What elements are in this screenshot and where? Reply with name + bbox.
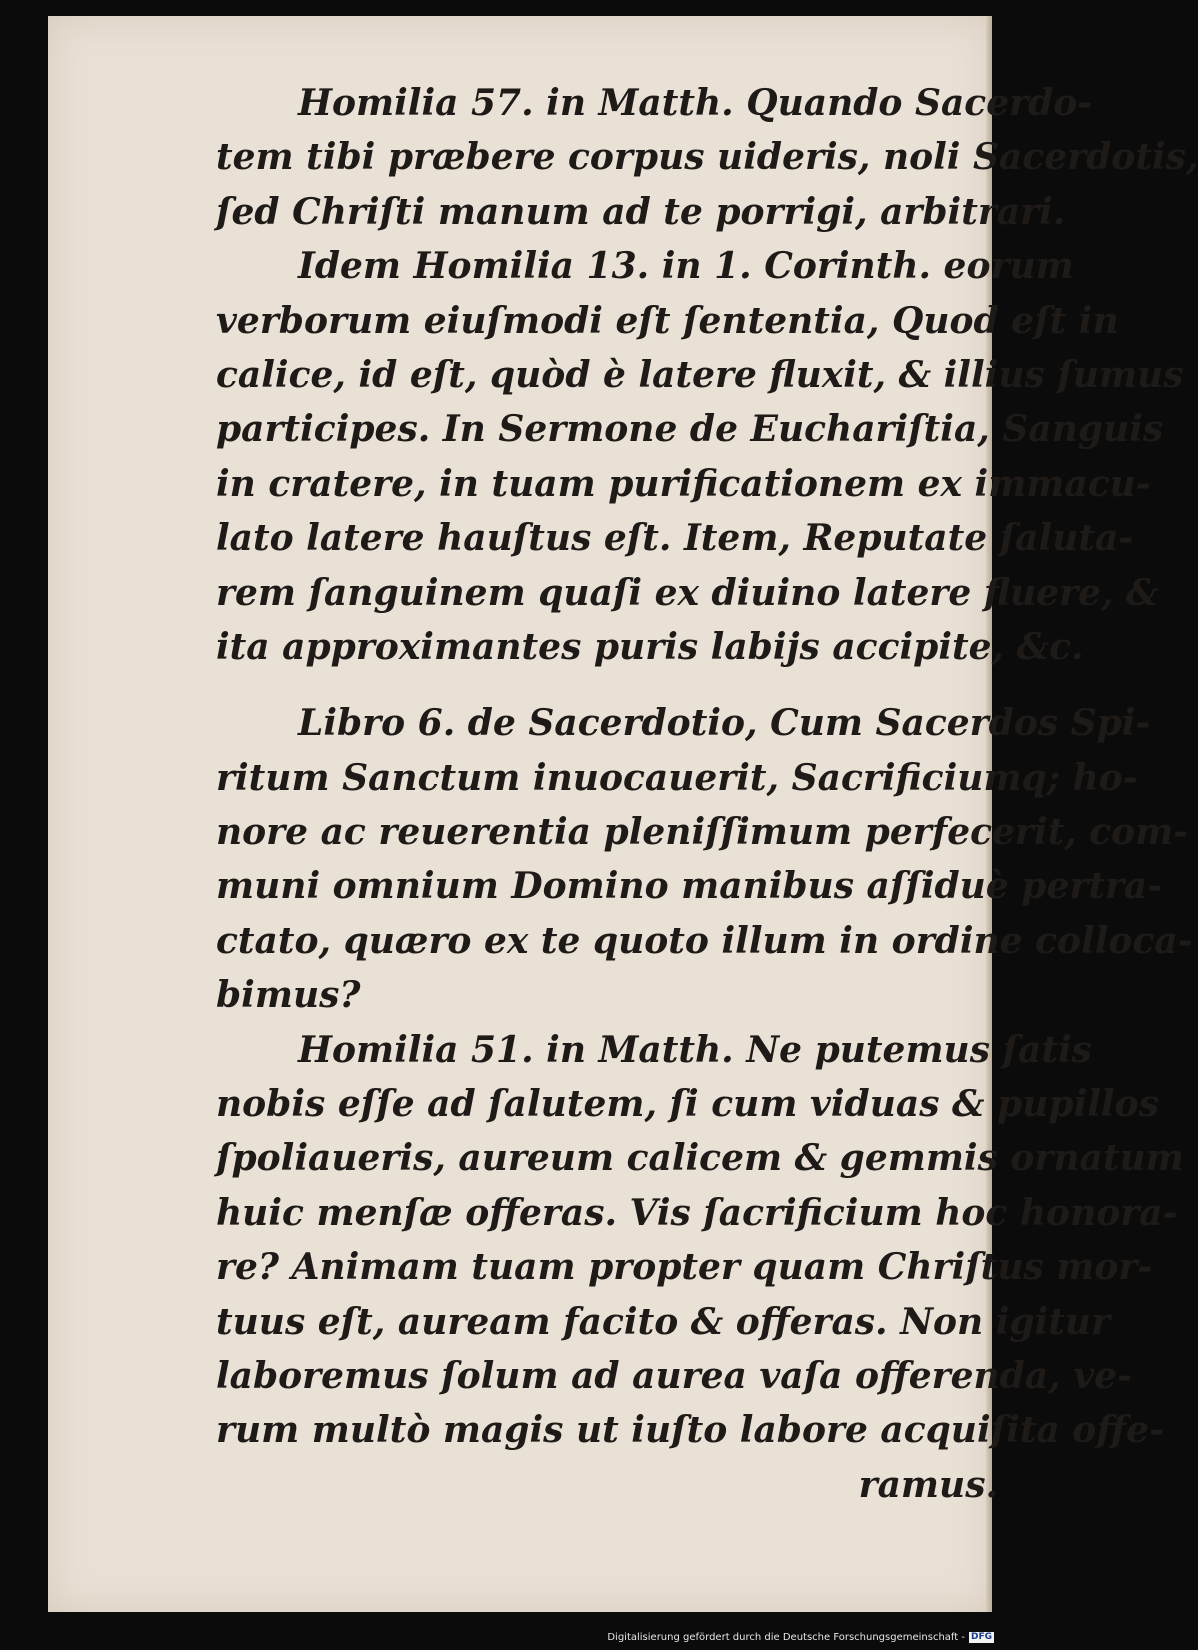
text-line: laboremus ſolum ad aurea vaſa offerenda, ve- bbox=[216, 1354, 1133, 1397]
text-line: huic menſæ offeras. Vis ſacrificium hoc honora- bbox=[216, 1191, 1178, 1234]
digitization-credit bbox=[607, 1632, 994, 1643]
text-line: Homilia 51. in Matth. Ne putemus ſatis bbox=[298, 1028, 1092, 1071]
text-line: Idem Homilia 13. in 1. Corinth. eorum bbox=[298, 245, 1074, 288]
text-line: rem ſanguinem quaſi ex diuino latere fluere, & bbox=[216, 571, 1159, 614]
text-line: rum multò magis ut iuſto labore acquiſita offe- bbox=[216, 1409, 1164, 1452]
text-body bbox=[216, 76, 1198, 1512]
text-line: in cratere, in tuam purificationem ex immacu- bbox=[216, 462, 1151, 505]
dfg-logo: DFG bbox=[970, 1632, 992, 1642]
text-line: ritum Sanctum inuocauerit, Sacrificiumq; ho- bbox=[216, 756, 1138, 799]
text-line: ſed Chriſti manum ad te porrigi, arbitrari. bbox=[216, 190, 1066, 233]
book-page bbox=[48, 16, 1198, 1612]
text-line: tuus eſt, auream facito & offeras. Non igitur bbox=[216, 1300, 1111, 1343]
text-line: Homilia 57. in Matth. Quando Sacerdo- bbox=[298, 82, 1093, 124]
text-line: nore ac reuerentia pleniſſimum perfecerit, com- bbox=[216, 811, 1189, 854]
text-line: re? Animam tuam propter quam Chriſtus mor- bbox=[216, 1246, 1153, 1289]
text-line: Libro 6. de Sacerdotio, Cum Sacerdos Spi- bbox=[298, 702, 1151, 745]
text-line: participes. In Sermone de Euchariſtia, Sanguis bbox=[216, 408, 1164, 451]
text-line: ita approximantes puris labijs accipite, &c. bbox=[216, 625, 1084, 668]
text-line: ſpoliaueris, aureum calicem & gemmis ornatum bbox=[216, 1137, 1184, 1180]
text-line: ramus. bbox=[858, 1463, 998, 1506]
text-line: verborum eiuſmodi eſt ſententia, Quod eſt in bbox=[216, 299, 1119, 342]
text-line: calice, id eſt, quòd è latere fluxit, & illius ſumus bbox=[216, 353, 1184, 396]
text-line: ctato, quæro ex te quoto illum in ordine colloca- bbox=[216, 919, 1193, 962]
text-line: tem tibi præbere corpus uideris, noli Sacerdotis, bbox=[216, 136, 1198, 179]
paragraph-1 bbox=[216, 76, 1198, 239]
text-line: lato latere hauſtus eſt. Item, Reputate ſaluta- bbox=[216, 517, 1134, 560]
paragraph-gap bbox=[216, 674, 1006, 696]
paragraph-4 bbox=[216, 1023, 1184, 1513]
credit-text: Digitalisierung gefördert durch die Deutsche Forschungsgemeinschaft - bbox=[607, 1632, 965, 1643]
text-line: bimus? bbox=[216, 974, 361, 1017]
text-line: muni omnium Domino manibus aſſiduè pertra- bbox=[216, 865, 1163, 908]
paragraph-3 bbox=[216, 696, 1193, 1022]
text-line: nobis eſſe ad ſalutem, ſi cum viduas & pupillos bbox=[216, 1083, 1159, 1126]
paragraph-2 bbox=[216, 239, 1184, 674]
